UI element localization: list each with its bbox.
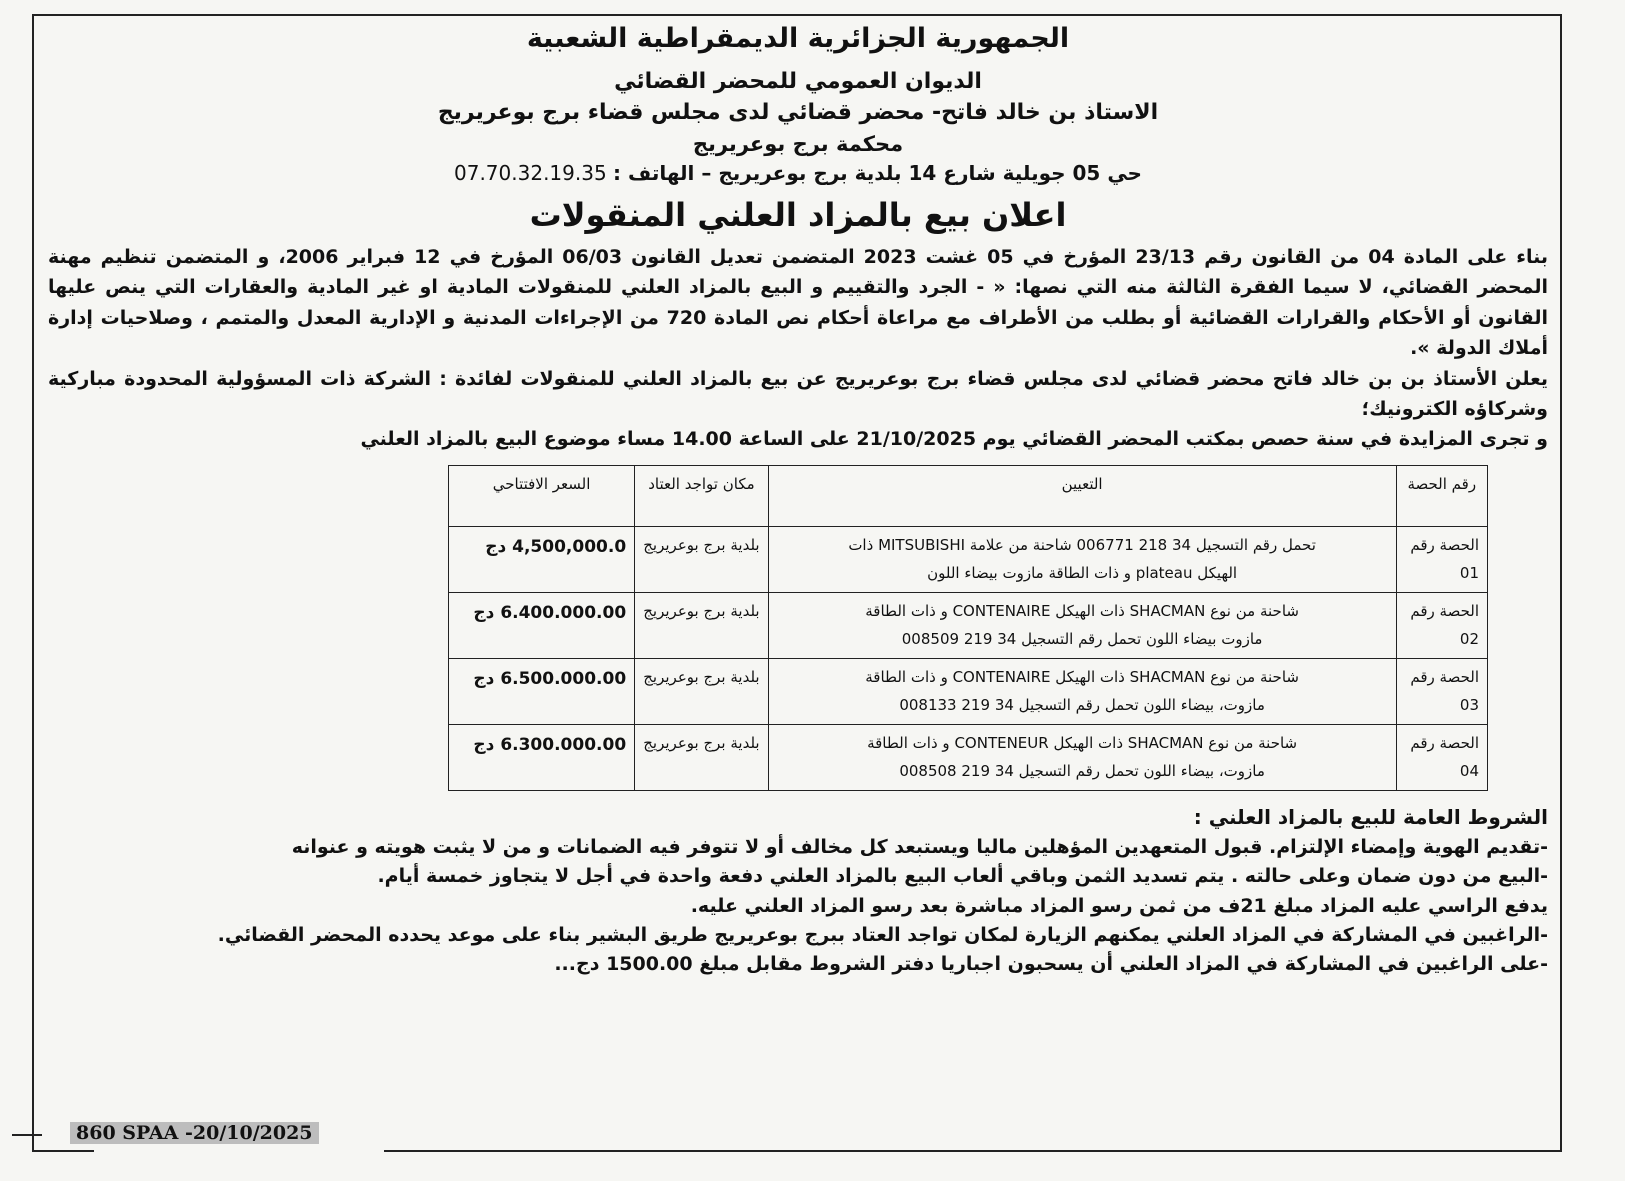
header-opening-price: السعر الافتتاحي: [449, 465, 635, 526]
lot-description-line: مازوت، بيضاء اللون تحمل رقم التسجيل 34 219 008133: [899, 696, 1265, 715]
announcement-content: [48, 22, 1548, 980]
address-line: [48, 161, 1548, 186]
condition-item: -البيع من دون ضمان وعلى حالته . يتم تسديد الثمن وباقي ألعاب البيع بالمزاد العلني دفعة واحدة في أجل لا يتجاوز خمسة أيام.: [377, 865, 1548, 888]
table-row: [449, 724, 1488, 790]
lot-description-line: شاحنة من نوع SHACMAN ذات الهيكل CONTENEUR و ذات الطاقة: [867, 733, 1298, 752]
header-description: التعيين: [768, 465, 1396, 526]
lot-number: الحصة رقم 02: [1396, 592, 1487, 658]
condition-item: -على الراغبين في المشاركة في المزاد العلني أن يسحبون اجباريا دفتر الشروط مقابل مبلغ 1500.00 دج...: [554, 953, 1548, 976]
republic-heading: الجمهورية الجزائرية الديمقراطية الشعبية: [526, 23, 1070, 54]
table-header-row: [449, 465, 1488, 526]
table-row: [449, 592, 1488, 658]
lot-description: [768, 658, 1396, 724]
lot-description: [768, 526, 1396, 592]
lot-description-line: شاحنة من نوع SHACMAN ذات الهيكل CONTENAIRE و ذات الطاقة: [865, 601, 1299, 620]
header-location: مكان تواجد العتاد: [635, 465, 769, 526]
phone-number: 07.70.32.19.35: [454, 161, 607, 185]
condition-item: يدفع الراسي عليه المزاد مبلغ 21ف من ثمن رسو المزاد مباشرة بعد رسو المزاد العلني عليه.: [690, 894, 1548, 917]
lot-description: [768, 724, 1396, 790]
lots-table: [448, 465, 1488, 791]
lot-location: بلدية برج بوعريريج: [635, 592, 769, 658]
lot-price: 6.400.000.00 دج: [449, 592, 635, 658]
announcement-paragraph: يعلن الأستاذ بن بن خالد فاتح محضر قضائي لدى مجلس قضاء برج بوعريريج عن بيع بالمزاد العلني للمنقولات لفائدة : الشركة ذات المسؤولية المحدودة مباركية وشركاؤه الكترونيك؛: [48, 367, 1548, 420]
page-title: اعلان بيع بالمزاد العلني المنقولات: [529, 196, 1067, 234]
lot-price: 4,500,000.0 دج: [449, 526, 635, 592]
lot-description-line: الهيكل plateau و ذات الطاقة مازوت بيضاء اللون: [927, 564, 1238, 583]
header-lot-number: رقم الحصة: [1396, 465, 1487, 526]
lot-number: الحصة رقم 04: [1396, 724, 1487, 790]
frame-gap: [94, 1147, 384, 1153]
conditions-title: الشروط العامة للبيع بالمزاد العلني :: [1193, 804, 1548, 829]
lot-description-line: شاحنة من نوع SHACMAN ذات الهيكل CONTENAIRE و ذات الطاقة: [865, 667, 1299, 686]
lot-location: بلدية برج بوعريريج: [635, 724, 769, 790]
lot-description-line: مازوت بيضاء اللون تحمل رقم التسجيل 34 219 008509: [901, 630, 1263, 649]
bottom-rule: [12, 1134, 42, 1136]
lot-description-line: تحمل رقم التسجيل 34 218 006771 شاحنة من علامة MITSUBISHI ذات: [848, 535, 1316, 554]
condition-item: -الراغبين في المشاركة في المزاد العلني يمكنهم الزيارة لمكان تواجد العتاد ببرج بوعريريج طريق البشير بناء على موعد يحدده المحضر القضائي.: [217, 924, 1548, 947]
court-heading: محكمة برج بوعريريج: [692, 131, 904, 156]
lot-price: 6.500.000.00 دج: [449, 658, 635, 724]
legal-basis-paragraph: بناء على المادة 04 من القانون رقم 23/13 المؤرخ في 05 غشت 2023 المتضمن تعديل القانون 06/03 المؤرخ في 12 فبراير 2006، و المتضمن تنظيم مهنة المحضر القضائي، لا سيما الفقرة الثالثة منه التي نصها: « - الجرد والتقييم و البيع بالمزاد العلني للمنقولات المادية او غير المادية والعقارات التي ينص عليها القانون أو الأحكام والقرارات القضائية أو بطلب من الأطراف مع مراعاة أحكام نص المادة 720 من الإجراءات المدنية و الإدارية المعدل والمتمم ، وصلاحيات إدارة أملاك الدولة ».: [48, 246, 1549, 360]
lot-description-line: مازوت، بيضاء اللون تحمل رقم التسجيل 34 219 008508: [899, 762, 1265, 781]
address-text: حي 05 جويلية شارع 14 بلدية برج بوعريريج – الهاتف :: [613, 161, 1142, 185]
office-heading: الديوان العمومي للمحضر القضائي: [614, 68, 982, 94]
lot-number: الحصة رقم 01: [1396, 526, 1487, 592]
lot-price: 6.300.000.00 دج: [449, 724, 635, 790]
table-row: [449, 526, 1488, 592]
lot-number: الحصة رقم 03: [1396, 658, 1487, 724]
lot-description: [768, 592, 1396, 658]
condition-item: -تقديم الهوية وإمضاء الإلتزام. قبول المتعهدين المؤهلين ماليا ويستبعد كل مخالف أو لا تتوفر فيه الضمانات و من لا يثبت هويته و عنوانه: [291, 835, 1548, 858]
table-row: [449, 658, 1488, 724]
bailiff-heading: الاستاذ بن خالد فاتح- محضر قضائي لدى مجلس قضاء برج بوعريريج: [437, 100, 1159, 126]
publication-reference: 860 SPAA -20/10/2025: [70, 1122, 319, 1144]
lot-location: بلدية برج بوعريريج: [635, 658, 769, 724]
lot-location: بلدية برج بوعريريج: [635, 526, 769, 592]
auction-schedule-paragraph: و تجرى المزايدة في سنة حصص بمكتب المحضر القضائي يوم 21/10/2025 على الساعة 14.00 مساء موضوع البيع بالمزاد العلني: [360, 428, 1548, 451]
